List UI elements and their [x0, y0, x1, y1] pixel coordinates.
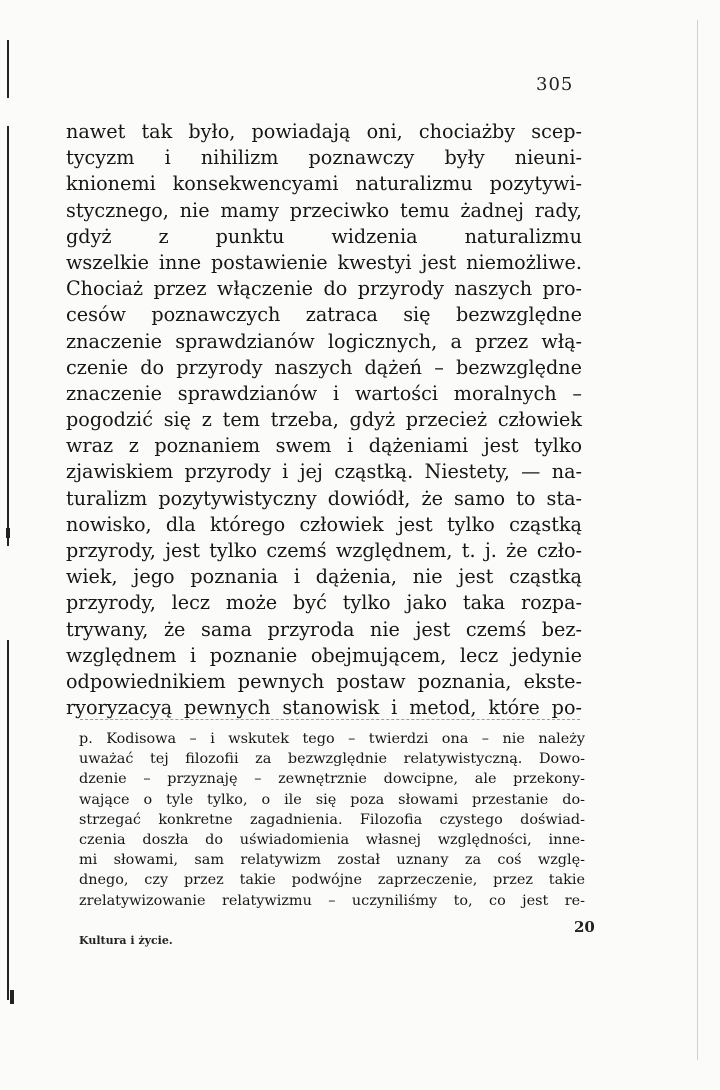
footnote-line: dnego, czy przez takie podwójne zaprzeczenie, przez takie [79, 872, 585, 889]
text-line: pogodzić się z tem trzeba, gdyż przecież człowiek [66, 408, 582, 432]
text-line: turalizm pozytywistyczny dowiódł, że samo to sta- [66, 486, 582, 510]
scan-margin-mark [7, 126, 9, 546]
scan-margin-mark [10, 990, 14, 1004]
text-line: wiek, jego poznania i dążenia, nie jest cząstką [66, 565, 582, 589]
footnote-line: czenia doszła do uświadomienia własnej względności, inne- [79, 831, 585, 848]
text-line: ryoryzacyą pewnych stanowisk i metod, które po- [66, 696, 582, 720]
scan-margin-mark [697, 20, 698, 1060]
signature-number: 20 [574, 918, 595, 936]
footnote-line: strzegać konkretne zagadnienia. Filozofia czystego doświad- [79, 811, 585, 828]
footnote-line: p. Kodisowa – i wskutek tego – twierdzi ona – nie należy [79, 731, 585, 747]
text-line: przyrody, jest tylko czemś względnem, t. j. że czło- [66, 539, 582, 562]
text-line: cesów poznawczych zatraca się bezwzględne [66, 303, 582, 327]
page-number: 305 [536, 74, 574, 95]
footnote-line: wające o tyle tylko, o ile się poza słowami przestanie do- [79, 791, 585, 808]
text-line: gdyż z punktu widzenia naturalizmu [66, 224, 582, 248]
footnote-divider [80, 719, 580, 720]
footnote-line: mi słowami, sam relatywizm został uznany za coś wzglę- [79, 852, 585, 869]
text-line: względnem i poznanie obejmującem, lecz jedynie [66, 643, 582, 667]
text-line: zjawiskiem przyrody i jej cząstką. Niestety, — na- [66, 460, 582, 484]
main-text [66, 119, 582, 721]
text-line: wraz z poznaniem swem i dążeniami jest tylko [66, 434, 582, 458]
text-line: knionemi konsekwencyami naturalizmu pozytywi- [66, 172, 582, 196]
text-line: czenie do przyrody naszych dążeń – bezwzględne [66, 355, 582, 379]
scan-margin-mark [7, 640, 9, 1000]
footnote-line: dzenie – przyznaję – zewnętrznie dowcipne, ale przekony- [79, 771, 585, 788]
scan-margin-mark [7, 40, 9, 98]
text-line: nowisko, dla którego człowiek jest tylko cząstką [66, 512, 582, 536]
text-line: znaczenie sprawdzianów i wartości moralnych – [66, 381, 582, 405]
text-line: trywany, że sama przyroda nie jest czemś bez- [66, 617, 582, 641]
text-line: odpowiednikiem pewnych postaw poznania, ekste- [66, 669, 582, 693]
footnote [79, 729, 585, 911]
footnote-line: uważać tej filozofii za bezwzględnie relatywistyczną. Dowo- [79, 751, 585, 768]
printer-signature: Kultura i życie. [79, 934, 173, 947]
text-line: przyrody, lecz może być tylko jako taka rozpa- [66, 591, 582, 615]
text-line: tycyzm i nihilizm poznawczy były nieuni- [66, 146, 582, 170]
text-line: znaczenie sprawdzianów logicznych, a przez włą- [66, 329, 582, 353]
text-line: Chociaż przez włączenie do przyrody naszych pro- [66, 277, 582, 301]
text-line: wszelkie inne postawienie kwestyi jest niemożliwe. [66, 250, 582, 274]
text-line: stycznego, nie mamy przeciwko temu żadnej rady, [66, 198, 582, 222]
text-line: nawet tak było, powiadają oni, chociażby scep- [66, 120, 582, 143]
scan-margin-mark [6, 528, 10, 538]
footnote-line: zrelatywizowanie relatywizmu – uczyniliśmy to, co jest re- [79, 892, 585, 909]
